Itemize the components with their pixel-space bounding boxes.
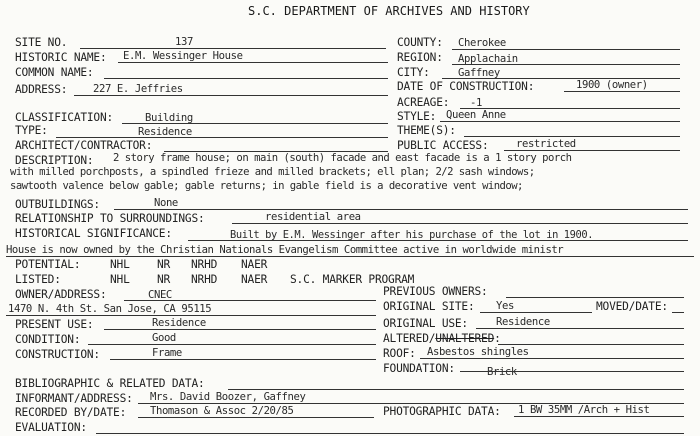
county-line — [452, 49, 680, 50]
outbuildings-line — [114, 209, 688, 210]
city-value: Gaffney — [458, 67, 500, 79]
type-line — [56, 137, 388, 138]
public-access-value: restricted — [516, 138, 576, 150]
style-value: Queen Anne — [446, 109, 506, 121]
altered-line — [498, 344, 684, 345]
relationship-label: RELATIONSHIP TO SURROUNDINGS: — [15, 212, 205, 225]
altered-label-a: ALTERED/ — [383, 332, 436, 345]
acreage-label: ACREAGE: — [397, 96, 450, 109]
common-name-line — [104, 78, 388, 79]
historic-name-label: HISTORIC NAME: — [15, 51, 107, 64]
city-label: CITY: — [397, 66, 430, 79]
present-use-line — [104, 329, 376, 330]
potential-nr[interactable]: NR — [157, 258, 171, 271]
relationship-line — [232, 223, 688, 224]
common-name-label: COMMON NAME: — [15, 66, 94, 79]
significance-line-2: House is now owned by the Christian Nationals Evangelism Committee active in worldwide ministr — [6, 244, 564, 256]
previous-owners-line — [506, 297, 684, 298]
region-line — [452, 64, 680, 65]
original-use-label: ORIGINAL USE: — [383, 317, 468, 330]
foundation-line — [460, 371, 684, 372]
relationship-value: residential area — [265, 211, 361, 223]
listed-naer[interactable]: NAER — [241, 273, 268, 286]
original-site-label: ORIGINAL SITE: — [383, 300, 475, 313]
address-label: ADDRESS: — [15, 83, 68, 96]
potential-naer[interactable]: NAER — [241, 258, 268, 271]
unaltered-label: UNALTERED — [435, 332, 495, 345]
style-label: STYLE: — [397, 110, 437, 123]
bibliographic-line — [228, 389, 684, 390]
date-construction-label: DATE OF CONSTRUCTION: — [397, 80, 535, 93]
type-label: TYPE: — [15, 124, 48, 137]
architect-label: ARCHITECT/CONTRACTOR: — [15, 139, 153, 152]
themes-label: THEME(S): — [397, 124, 456, 137]
listed-sc-marker[interactable]: S.C. MARKER PROGRAM — [290, 273, 415, 286]
roof-line — [420, 358, 684, 359]
address-value: 227 E. Jeffries — [93, 83, 183, 95]
original-site-line — [480, 312, 592, 313]
site-no-value: 137 — [175, 36, 193, 48]
description-line-3: sawtooth valence below gable; gable returns; in gable field is a decorative vent window; — [10, 180, 523, 192]
owner-name: CNEC — [148, 289, 172, 301]
listed-nhl[interactable]: NHL — [110, 273, 130, 286]
present-use-label: PRESENT USE: — [15, 318, 94, 331]
address-line — [74, 95, 388, 96]
original-site-value: Yes — [496, 300, 514, 312]
site-no-line — [80, 48, 386, 49]
owner-address-line — [6, 315, 376, 316]
historic-name-value: E.M. Wessinger House — [123, 50, 243, 62]
photographic-value: 1 BW 35MM /Arch + Hist — [518, 404, 650, 416]
acreage-value: -1 — [470, 97, 482, 109]
potential-label: POTENTIAL: — [15, 258, 81, 271]
owner-label: OWNER/ADDRESS: — [15, 288, 107, 301]
significance-value: Built by E.M. Wessinger after his purchase of the lot in 1900. — [230, 229, 594, 241]
informant-label: INFORMANT/ADDRESS: — [15, 392, 133, 405]
roof-value: Asbestos shingles — [427, 346, 529, 358]
significance-line-2-rule — [6, 256, 694, 257]
potential-nrhd[interactable]: NRHD — [191, 258, 218, 271]
altered-label — [383, 333, 501, 344]
region-label: REGION: — [397, 51, 443, 64]
potential-nhl[interactable]: NHL — [110, 258, 130, 271]
construction-line — [110, 359, 376, 360]
condition-label: CONDITION: — [15, 333, 81, 346]
outbuildings-value: None — [154, 197, 178, 209]
listed-nrhd[interactable]: NRHD — [191, 273, 218, 286]
listed-nr[interactable]: NR — [157, 273, 171, 286]
date-construction-line — [564, 91, 680, 92]
recorded-label: RECORDED BY/DATE: — [15, 406, 127, 419]
previous-owners-label: PREVIOUS OWNERS: — [383, 285, 488, 298]
original-use-value: Residence — [496, 316, 550, 328]
style-line — [440, 121, 680, 122]
construction-value: Frame — [152, 347, 182, 359]
county-value: Cherokee — [458, 37, 506, 49]
listed-label: LISTED: — [15, 273, 61, 286]
classification-value: Building — [145, 112, 193, 124]
photographic-label: PHOTOGRAPHIC DATA: — [383, 405, 501, 418]
moved-date-label: MOVED/DATE: — [596, 300, 668, 313]
historic-name-line — [118, 62, 388, 63]
evaluation-label: EVALUATION: — [15, 421, 87, 434]
site-no-label: SITE NO. — [15, 36, 68, 49]
classification-label: CLASSIFICATION: — [15, 111, 114, 124]
description-line-1: 2 story frame house; on main (south) facade and east facade is a 1 story porch — [113, 152, 572, 164]
roof-label: ROOF: — [383, 347, 416, 360]
informant-value: Mrs. David Boozer, Gaffney — [150, 391, 306, 403]
date-construction-value: 1900 (owner) — [576, 79, 648, 91]
form-title: S.C. DEPARTMENT OF ARCHIVES AND HISTORY — [248, 4, 530, 18]
condition-value: Good — [152, 332, 176, 344]
public-access-label: PUBLIC ACCESS: — [397, 139, 489, 152]
recorded-value: Thomason & Assoc 2/20/85 — [150, 405, 294, 417]
owner-address: 1470 N. 4th St. San Jose, CA 95115 — [8, 303, 212, 315]
classification-line — [122, 123, 388, 124]
condition-line — [88, 344, 376, 345]
foundation-label: FOUNDATION: — [383, 362, 455, 375]
photographic-line — [514, 416, 684, 417]
evaluation-line — [96, 433, 684, 434]
foundation-value: Brick — [487, 366, 517, 378]
description-label: DESCRIPTION: — [15, 154, 94, 167]
original-use-line — [476, 328, 684, 329]
public-access-line — [504, 150, 680, 151]
construction-label: CONSTRUCTION: — [15, 348, 100, 361]
significance-label: HISTORICAL SIGNIFICANCE: — [15, 227, 172, 240]
region-value: Applachain — [458, 53, 518, 65]
bibliographic-label: BIBLIOGRAPHIC & RELATED DATA: — [15, 377, 205, 390]
moved-date-line — [672, 312, 684, 313]
description-line-2: with milled porchposts, a spindled frieze and milled brackets; ell plan; 2/2 sash windows; — [10, 166, 535, 178]
county-label: COUNTY: — [397, 36, 443, 49]
significance-line — [188, 240, 688, 241]
type-value: Residence — [138, 126, 192, 138]
themes-line — [464, 136, 680, 137]
outbuildings-label: OUTBUILDINGS: — [15, 198, 100, 211]
altered-label-colon: : — [494, 332, 501, 345]
recorded-line — [138, 417, 374, 418]
present-use-value: Residence — [152, 317, 206, 329]
owner-line — [124, 300, 376, 301]
